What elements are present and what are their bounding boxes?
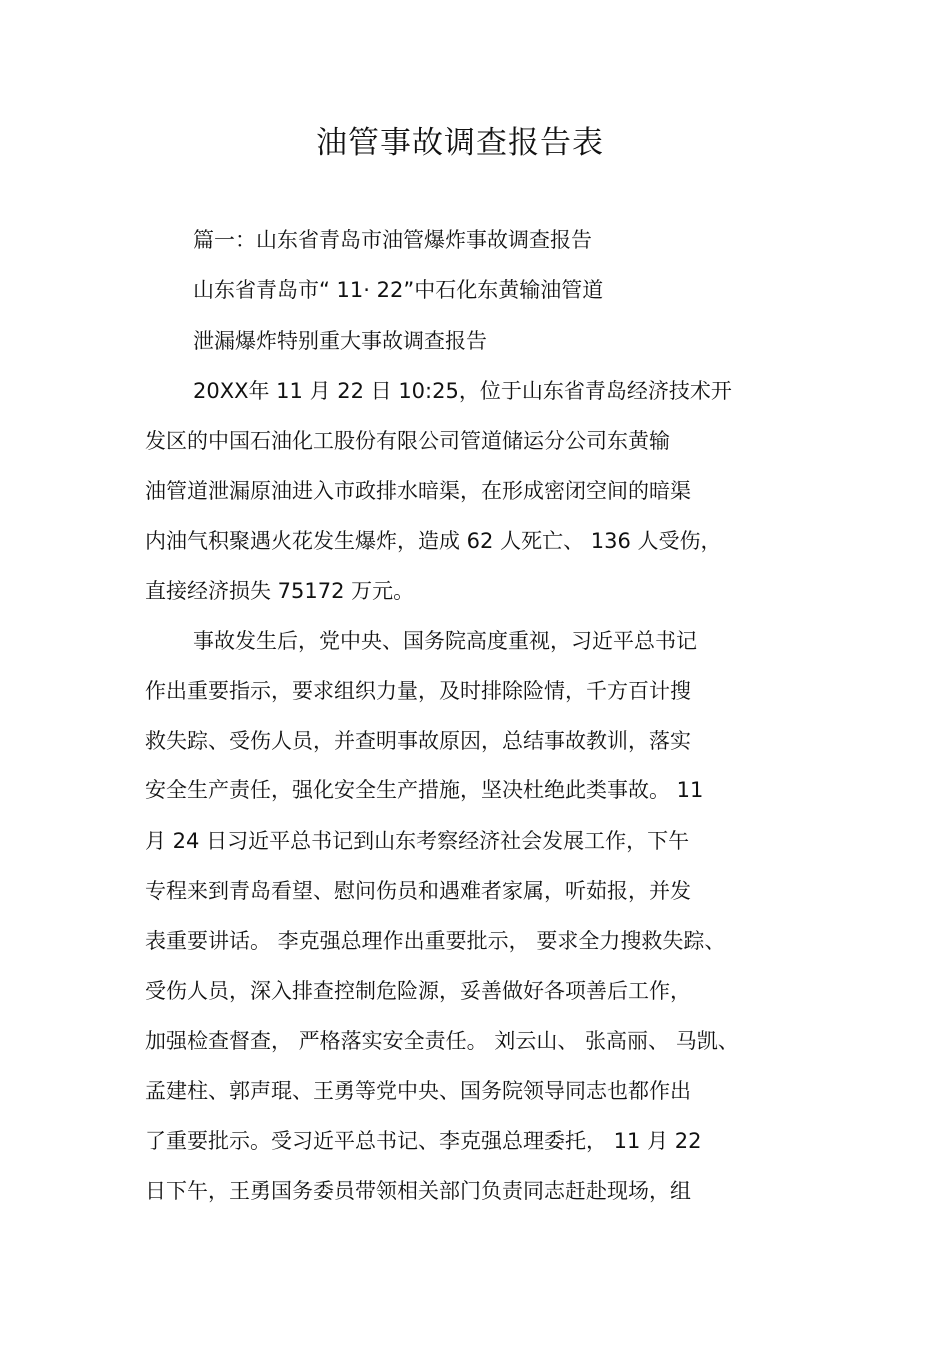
paragraph-line: 专程来到青岛看望、慰问伤员和遇难者家属，听茹报，并发 [145,879,691,903]
paragraph-line: 了重要批示。受习近平总书记、李克强总理委托， 11 月 22 [145,1129,702,1153]
subtitle-line: 篇一：山东省青岛市油管爆炸事故调查报告 [193,228,592,252]
paragraph-line: 表重要讲话。 李克强总理作出重要批示， 要求全力搜救失踪、 [145,929,726,953]
paragraph-line: 孟建柱、郭声琨、王勇等党中央、国务院领导同志也都作出 [145,1079,691,1103]
report-heading-line-2: 泄漏爆炸特别重大事故调查报告 [193,329,487,353]
paragraph-line: 日下午，王勇国务委员带领相关部门负责同志赶赴现场，组 [145,1179,691,1203]
paragraph-line: 油管道泄漏原油进入市政排水暗渠，在形成密闭空间的暗渠 [145,479,691,503]
document-title: 油管事故调查报告表 [316,125,604,161]
paragraph-line: 救失踪、受伤人员，并查明事故原因，总结事故教训，落实 [145,729,691,753]
paragraph-line: 发区的中国石油化工股份有限公司管道储运分公司东黄输 [145,429,670,453]
paragraph-line: 加强检查督查， 严格落实安全责任。 刘云山、 张高丽、 马凯、 [145,1029,739,1053]
paragraph-line: 内油气积聚遇火花发生爆炸，造成 62 人死亡、 136 人受伤， [145,529,722,553]
paragraph-line: 作出重要指示，要求组织力量，及时排除险情，千方百计搜 [145,679,691,703]
paragraph-line: 20XX年 11 月 22 日 10:25，位于山东省青岛经济技术开 [193,379,732,403]
paragraph-line: 直接经济损失 75172 万元。 [145,579,415,603]
paragraph-line: 事故发生后，党中央、国务院高度重视，习近平总书记 [193,629,697,653]
report-heading-line-1: 山东省青岛市“ 11· 22”中石化东黄输油管道 [193,278,604,302]
paragraph-line: 月 24 日习近平总书记到山东考察经济社会发展工作，下午 [145,829,690,853]
paragraph-line: 安全生产责任，强化安全生产措施，坚决杜绝此类事故。 11 [145,778,704,802]
paragraph-line: 受伤人员，深入排查控制危险源，妥善做好各项善后工作， [145,979,691,1003]
